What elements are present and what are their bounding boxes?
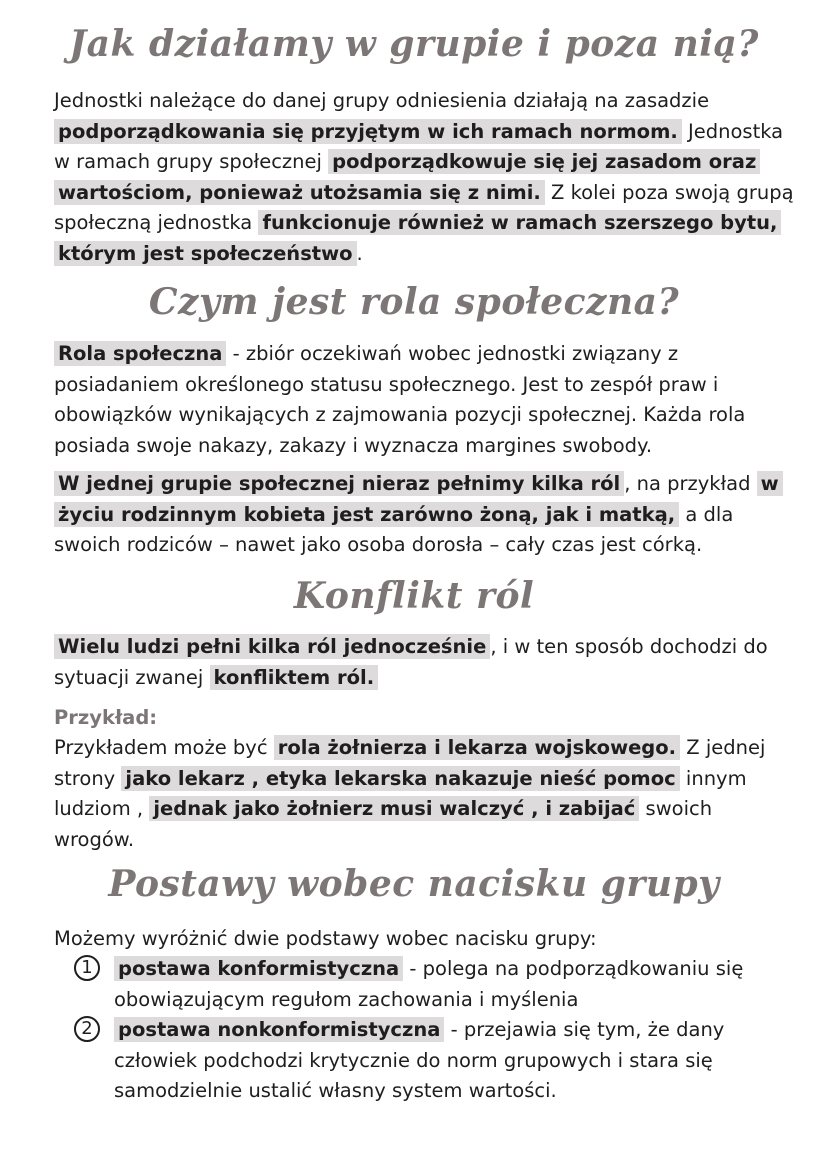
text: Jednostka w ramach grupy społecznej: [54, 119, 784, 173]
heading-social-role: Czym jest rola społeczna?: [148, 281, 680, 323]
text: .: [356, 241, 363, 265]
highlight: Wielu ludzi pełni kilka ról jednocześnie: [54, 634, 490, 659]
text: , i w ten sposób dochodzi do sytuacji zwanej: [54, 635, 768, 689]
text: swoich wrogów.: [54, 797, 713, 851]
text: Przykładem może być: [54, 736, 274, 759]
paragraph-role-conflict: [54, 632, 794, 693]
highlight: Rola społeczna: [54, 341, 226, 366]
highlight: konfliktem ról.: [210, 665, 379, 690]
circled-number-1: 1: [74, 955, 100, 981]
heading-group-behaviour: Jak działamy w grupie i poza nią?: [69, 23, 759, 65]
text: Z jednej strony: [54, 736, 766, 790]
list-item: [74, 1015, 794, 1107]
text: , na przykład: [624, 472, 757, 495]
highlight: w życiu rodzinnym kobieta jest zarówno żoną, jak i matką,: [54, 471, 783, 527]
highlight: W jednej grupie społecznej nieraz pełnimy kilka ról: [54, 471, 624, 496]
text: - zbiór oczekiwań wobec jednostki związany z posiadaniem określonego statusu społecznego. Jest to zespół praw i obowiązków wynikających z zajmowania pozycji społecznej. Każda rola posiada swoje nakazy, zakazy i wyznacza margines swobody.: [54, 342, 746, 457]
text: Jednostki należące do danej grupy odniesienia działają na zasadzie: [54, 89, 710, 112]
circled-number-2: 2: [74, 1016, 100, 1042]
text: - polega na podporządkowaniu się obowiązującym regułom zachowania i myślenia: [114, 957, 744, 1011]
text: Z kolei poza swoją grupą społeczną jednostka: [54, 180, 794, 234]
text: a dla swoich rodziców – nawet jako osoba dorosła – cały czas jest córką.: [54, 502, 734, 556]
paragraph-group-behaviour: [54, 86, 794, 269]
text: innym ludziom ,: [54, 766, 747, 820]
paragraph-attitudes-intro: Możemy wyróżnić dwie podstawy wobec nacisku grupy:: [54, 927, 597, 950]
highlight: jednak jako żołnierz musi walczyć , i zabijać: [149, 796, 639, 821]
highlight: podporządkowuje się jej zasadom oraz wartościom, ponieważ utożsamia się z nimi.: [54, 149, 760, 205]
text: - przejawia się tym, że dany człowiek podchodzi krytycznie do norm grupowych i stara się samodzielnie ustalić własny system wartości.: [114, 1018, 725, 1102]
paragraph-multiple-roles: [54, 469, 794, 561]
highlight: jako lekarz , etyka lekarska nakazuje nieść pomoc: [121, 766, 679, 791]
list-item: [74, 954, 794, 1015]
paragraph-role-definition: [54, 339, 794, 461]
highlight: funkcionuje również w ramach szerszego bytu, którym jest społeczeństwo: [54, 210, 781, 266]
list-item-text: [114, 954, 794, 1015]
highlight: postawa konformistyczna: [114, 956, 403, 981]
list-item-text: [114, 1015, 794, 1107]
paragraph-example: [54, 733, 794, 855]
example-label: Przykład:: [54, 706, 158, 729]
heading-attitudes: Postawy wobec nacisku grupy: [108, 863, 720, 905]
attitudes-list: [74, 954, 794, 1107]
highlight: podporządkowania się przyjętym w ich ramach normom.: [54, 119, 682, 144]
heading-role-conflict: Konflikt ról: [293, 575, 535, 617]
highlight: postawa nonkonformistyczna: [114, 1017, 444, 1042]
highlight: rola żołnierza i lekarza wojskowego.: [274, 735, 680, 760]
